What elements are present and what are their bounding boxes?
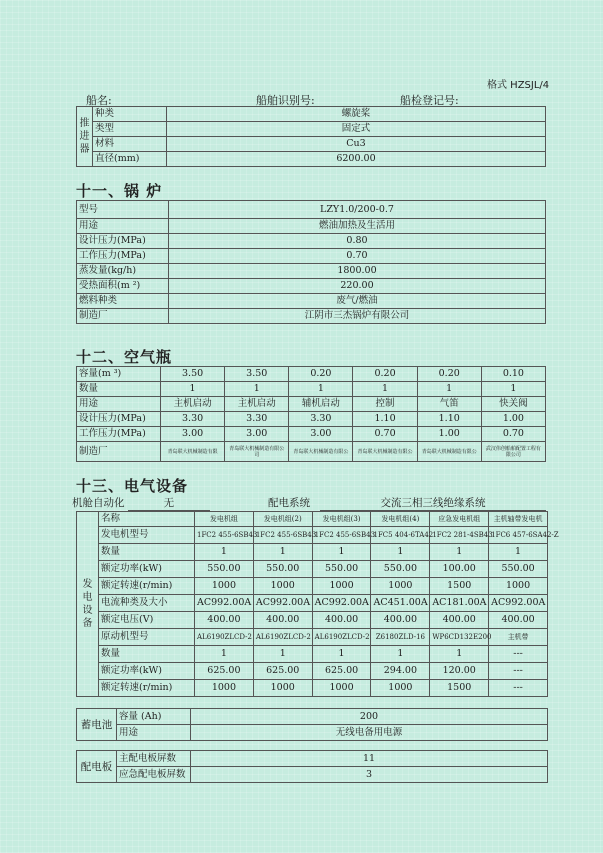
generator-cell: WP6CD132E200 (430, 629, 489, 646)
boiler-label: 蒸发量(kg/h) (77, 264, 169, 279)
generator-table (76, 511, 559, 697)
distribution-value: 交流三相三线绝缘系统 (320, 495, 546, 511)
generator-cell: 1000 (253, 680, 312, 697)
generator-cell: 1FC5 404-6TA42 (371, 527, 430, 544)
generator-cell: 120.00 (430, 663, 489, 680)
air-row (77, 367, 546, 382)
generator-row-label: 数量 (99, 646, 195, 663)
air-row (77, 382, 546, 397)
generator-cell: 294.00 (371, 663, 430, 680)
generator-cell: 1000 (371, 578, 430, 595)
air-cell: 0.70 (481, 427, 545, 442)
air-row (77, 427, 546, 442)
air-row-label: 数量 (77, 382, 161, 397)
generator-cell: AL6190ZLCD-2 (195, 629, 254, 646)
air-row-label: 用途 (77, 397, 161, 412)
generator-cell: 550.00 (489, 561, 548, 578)
air-cell: 1 (225, 382, 289, 397)
air-cell: 3.00 (161, 427, 225, 442)
air-cell: 1.00 (481, 412, 545, 427)
prop-value: 6200.00 (167, 152, 546, 167)
prop-label: 类型 (93, 122, 167, 137)
generator-cell: 400.00 (312, 612, 371, 629)
air-cell: 0.10 (481, 367, 545, 382)
air-row (77, 397, 546, 412)
generator-cell: --- (489, 663, 548, 680)
generator-cell: 400.00 (195, 612, 254, 629)
boiler-value: 220.00 (169, 279, 546, 294)
boiler-value: 江阴市三杰锅炉有限公司 (169, 309, 546, 324)
generator-cell: 400.00 (489, 612, 548, 629)
air-cell: 武汉伟创船舶配置工程有限公司 (481, 442, 545, 462)
air-cell: 3.00 (289, 427, 353, 442)
boiler-label: 工作压力(MPa) (77, 249, 169, 264)
boiler-section-title: 十一、锅 炉 (76, 182, 163, 200)
generator-cell: 1 (195, 544, 254, 561)
boiler-label: 制造厂 (77, 309, 169, 324)
generator-cell: 1000 (489, 578, 548, 595)
generator-cell: AC992.00A (312, 595, 371, 612)
air-row-label: 制造厂 (77, 442, 161, 462)
air-section-title: 十二、空气瓶 (76, 348, 173, 366)
generator-cell: 1000 (195, 680, 254, 697)
generator-cell: 550.00 (253, 561, 312, 578)
generator-cell: AC451.00A (371, 595, 430, 612)
air-cell: 3.30 (289, 412, 353, 427)
air-row-label: 工作压力(MPa) (77, 427, 161, 442)
generator-name: 应急发电机组 (430, 512, 489, 527)
ship-name-label: 船名: (86, 94, 112, 107)
automation-value: 无 (128, 495, 210, 511)
battery-value: 200 (191, 709, 548, 725)
air-cell: 0.20 (353, 367, 417, 382)
generator-row (77, 595, 548, 612)
generator-cell: 1000 (371, 680, 430, 697)
propulsion-group-label: 推进器 (77, 107, 93, 167)
panel-value: 11 (191, 751, 548, 767)
prop-label: 材料 (93, 137, 167, 152)
generator-row (77, 663, 548, 680)
generator-name: 发电机组(3) (312, 512, 371, 527)
air-cell: 0.20 (417, 367, 481, 382)
elec-section-title: 十三、电气设备 (76, 477, 189, 495)
generator-cell: 1500 (430, 578, 489, 595)
generator-name: 发电机组(2) (253, 512, 312, 527)
air-cell: 3.30 (161, 412, 225, 427)
air-row-label: 容量(m ³) (77, 367, 161, 382)
generator-cell: 1 (312, 544, 371, 561)
prop-value: Cu3 (167, 137, 546, 152)
boiler-value: 废气/燃油 (169, 294, 546, 309)
generator-row-label: 数量 (99, 544, 195, 561)
generator-cell: 400.00 (371, 612, 430, 629)
generator-group-label: 发电设备 (77, 512, 99, 697)
elec-summary-line (72, 495, 550, 511)
generator-cell: 550.00 (312, 561, 371, 578)
air-row (77, 412, 546, 427)
air-cell: 控制 (353, 397, 417, 412)
air-cell: 3.30 (225, 412, 289, 427)
generator-row-label: 额定电压(V) (99, 612, 195, 629)
generator-cell: 1000 (195, 578, 254, 595)
boiler-label: 型号 (77, 201, 169, 219)
boiler-value: 1800.00 (169, 264, 546, 279)
generator-cell: AC992.00A (489, 595, 548, 612)
generator-cell: 1FC2 455-6SB43 (312, 527, 371, 544)
generator-cell: --- (489, 646, 548, 663)
generator-cell: 1500 (430, 680, 489, 697)
generator-cell: 1 (371, 646, 430, 663)
generator-row-label: 发电机型号 (99, 527, 195, 544)
air-cell: 快关阀 (481, 397, 545, 412)
generator-cell: AL6190ZLCD-2 (312, 629, 371, 646)
panel-group-label: 配电板 (77, 751, 117, 783)
generator-row (77, 629, 548, 646)
generator-cell: 625.00 (312, 663, 371, 680)
generator-cell: Z6180ZLD-16 (371, 629, 430, 646)
generator-row-label: 电流种类及大小 (99, 595, 195, 612)
generator-name-row (77, 512, 548, 527)
distribution-label: 配电系统 (268, 497, 310, 509)
generator-cell: AC181.00A (430, 595, 489, 612)
boiler-label: 设计压力(MPa) (77, 234, 169, 249)
generator-cell: 1000 (312, 680, 371, 697)
generator-row (77, 646, 548, 663)
air-cell: 0.20 (289, 367, 353, 382)
air-cell: 青岛联大机械制造有限公 (417, 442, 481, 462)
generator-row-label: 额定功率(kW) (99, 561, 195, 578)
generator-cell: 1000 (253, 578, 312, 595)
panel-value: 3 (191, 767, 548, 783)
generator-row (77, 612, 548, 629)
boiler-value: 0.80 (169, 234, 546, 249)
generator-cell: 550.00 (371, 561, 430, 578)
generator-cell: AC992.00A (195, 595, 254, 612)
generator-cell: 625.00 (253, 663, 312, 680)
air-cell: 主机启动 (161, 397, 225, 412)
generator-cell: 1FC2 281-4SB43 (430, 527, 489, 544)
generator-cell: 400.00 (430, 612, 489, 629)
generator-cell: --- (489, 680, 548, 697)
generator-row-label: 额定转速(r/min) (99, 578, 195, 595)
air-cell: 3.00 (225, 427, 289, 442)
panel-label: 主配电板屏数 (117, 751, 191, 767)
ship-id-label: 船舶识别号: (256, 94, 315, 107)
generator-cell: 1 (489, 544, 548, 561)
battery-value: 无线电备用电源 (191, 725, 548, 741)
air-cell: 主机启动 (225, 397, 289, 412)
air-cell: 1.00 (417, 427, 481, 442)
air-cell: 1.10 (353, 412, 417, 427)
generator-cell: 1 (253, 646, 312, 663)
panel-label: 应急配电板屏数 (117, 767, 191, 783)
generator-row (77, 561, 548, 578)
registration-label: 船检登记号: (400, 94, 459, 107)
generator-cell: 1000 (312, 578, 371, 595)
automation-label: 机舱自动化 (72, 497, 125, 509)
battery-label: 用途 (117, 725, 191, 741)
generator-name-label: 名称 (99, 512, 195, 527)
boiler-label: 受热面积(m ²) (77, 279, 169, 294)
air-cell: 青岛联大机械制造有限公 (353, 442, 417, 462)
generator-cell: 1 (253, 544, 312, 561)
prop-value: 螺旋桨 (167, 107, 546, 122)
air-cell: 1 (417, 382, 481, 397)
boiler-label: 燃料种类 (77, 294, 169, 309)
generator-cell: 400.00 (253, 612, 312, 629)
generator-cell: 1FC2 455-6SB43 (195, 527, 254, 544)
prop-value: 固定式 (167, 122, 546, 137)
boiler-table (76, 200, 546, 324)
prop-label: 种类 (93, 107, 167, 122)
air-row-label: 设计压力(MPa) (77, 412, 161, 427)
air-cell: 辅机启动 (289, 397, 353, 412)
generator-row-label: 额定功率(kW) (99, 663, 195, 680)
generator-name: 主机轴带发电机 (489, 512, 548, 527)
air-cell: 青岛联大机械制造有限公司 (225, 442, 289, 462)
air-cell: 青岛联大机械制造有限 (161, 442, 225, 462)
propulsion-table (76, 106, 546, 167)
battery-panel-table (76, 708, 548, 783)
generator-cell: 1 (312, 646, 371, 663)
generator-cell: 1 (371, 544, 430, 561)
air-row (77, 442, 546, 462)
air-cell: 3.50 (225, 367, 289, 382)
air-cell: 1.10 (417, 412, 481, 427)
air-cell: 0.70 (353, 427, 417, 442)
boiler-value: 燃油加热及生活用 (169, 219, 546, 234)
battery-group-label: 蓄电池 (77, 709, 117, 741)
generator-cell: 100.00 (430, 561, 489, 578)
generator-cell: 主机带 (489, 629, 548, 646)
generator-row (77, 680, 548, 697)
air-cell: 气笛 (417, 397, 481, 412)
generator-cell: AL6190ZLCD-2 (253, 629, 312, 646)
generator-cell: AC992.00A (253, 595, 312, 612)
air-bottle-table (76, 366, 546, 462)
air-cell: 3.50 (161, 367, 225, 382)
boiler-label: 用途 (77, 219, 169, 234)
generator-row (77, 527, 548, 544)
generator-row-label: 原动机型号 (99, 629, 195, 646)
form-code: 格式 HZSJL/4 (487, 80, 550, 91)
air-cell: 1 (481, 382, 545, 397)
generator-cell: 1FC6 457-6SA42-Z (489, 527, 548, 544)
boiler-value: LZY1.0/200-0.7 (169, 201, 546, 219)
generator-row-label: 额定转速(r/min) (99, 680, 195, 697)
battery-label: 容量 (Ah) (117, 709, 191, 725)
boiler-value: 0.70 (169, 249, 546, 264)
generator-cell: 1 (430, 646, 489, 663)
generator-cell: 1 (195, 646, 254, 663)
generator-name: 发电机组(4) (371, 512, 430, 527)
generator-row (77, 578, 548, 595)
air-cell: 1 (289, 382, 353, 397)
generator-cell: 550.00 (195, 561, 254, 578)
air-cell: 1 (353, 382, 417, 397)
generator-name: 发电机组 (195, 512, 254, 527)
prop-label: 直径(mm) (93, 152, 167, 167)
generator-cell: 625.00 (195, 663, 254, 680)
air-cell: 1 (161, 382, 225, 397)
air-cell: 青岛联大机械制造有限公 (289, 442, 353, 462)
generator-cell: 1 (430, 544, 489, 561)
generator-cell: 1FC2 455-6SB43 (253, 527, 312, 544)
generator-row (77, 544, 548, 561)
